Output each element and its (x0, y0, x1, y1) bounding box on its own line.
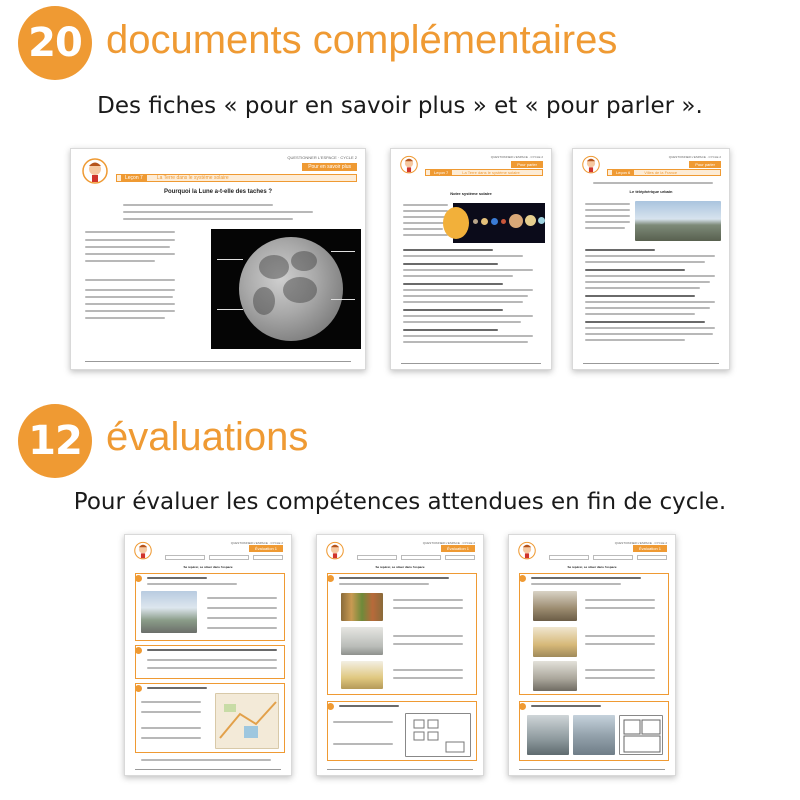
question-number (519, 575, 526, 582)
sheet-tag: Pour en savoir plus (302, 163, 357, 171)
sheet-footer (85, 361, 351, 362)
label-leader (217, 309, 243, 310)
text-line (333, 721, 393, 723)
text-line (585, 255, 715, 257)
text-line (147, 577, 207, 579)
name-field (165, 555, 205, 560)
planet (525, 215, 536, 226)
floor-plan (405, 713, 471, 757)
sheet-footer (327, 769, 473, 770)
text-line (403, 301, 523, 303)
label-leader (331, 251, 355, 252)
text-line (85, 303, 175, 305)
mascot-icon (133, 541, 153, 563)
date-field (209, 555, 249, 560)
cable-car-photo (635, 201, 721, 241)
text-line (585, 221, 630, 223)
text-line (85, 289, 175, 291)
lesson-title: La Terre dans le système solaire (156, 175, 229, 181)
evaluation-thumbnail-3[interactable] (508, 534, 676, 776)
lesson-bar (607, 169, 721, 176)
text-line (147, 583, 237, 585)
sheet-tag: Évaluation 1 (249, 545, 283, 552)
office-photo (533, 661, 577, 691)
text-line (585, 249, 655, 251)
text-line (403, 341, 528, 343)
text-line (403, 234, 448, 236)
planet (538, 217, 545, 224)
text-line (585, 327, 715, 329)
text-line (585, 677, 655, 679)
text-line (141, 701, 201, 703)
text-line (585, 307, 710, 309)
document-thumbnail-cable-car[interactable] (572, 148, 730, 370)
text-line (85, 231, 175, 233)
text-line (85, 253, 175, 255)
moon-mare (253, 287, 275, 315)
date-field (401, 555, 441, 560)
text-line (531, 577, 641, 579)
text-line (403, 329, 498, 331)
text-line (403, 295, 528, 297)
text-line (403, 269, 533, 271)
text-line (585, 669, 655, 671)
label-leader (217, 259, 243, 260)
sheet-title: Se repérer, se situer dans l'espace (183, 565, 233, 569)
lesson-label: Leçon 7 (121, 175, 147, 181)
text-line (393, 677, 463, 679)
text-line (403, 222, 448, 224)
text-line (393, 635, 463, 637)
text-line (147, 667, 277, 669)
text-line (403, 315, 533, 317)
question-number (327, 703, 334, 710)
classroom-photo (533, 627, 577, 657)
text-line (585, 281, 710, 283)
sheet-header: QUESTIONNER L'ESPACE · CYCLE 2 (614, 541, 667, 545)
planet (491, 218, 498, 225)
planet (481, 218, 488, 225)
sheet-tag: Pour parler (689, 161, 721, 168)
text-line (339, 705, 399, 707)
sheet-header: QUESTIONNER L'ESPACE · CYCLE 2 (668, 155, 721, 159)
text-line (585, 339, 685, 341)
map-image (215, 693, 279, 749)
sheet-title: Se repérer, se situer dans l'espace (567, 565, 617, 569)
mascot-icon (81, 157, 109, 189)
sheet-title: Pourquoi la Lune a-t-elle des taches ? (163, 189, 273, 195)
sheet-footer (401, 363, 541, 364)
library-photo (341, 593, 383, 621)
tram-photo (141, 591, 197, 633)
section-title: évaluations (106, 415, 309, 459)
text-line (393, 669, 463, 671)
text-line (123, 218, 293, 220)
text-line (85, 279, 175, 281)
text-line (207, 597, 277, 599)
text-line (403, 255, 523, 257)
text-line (585, 275, 715, 277)
text-line (403, 289, 533, 291)
text-line (585, 643, 655, 645)
text-line (147, 659, 277, 661)
text-line (585, 313, 695, 315)
question-number (135, 575, 142, 582)
text-line (207, 627, 277, 629)
text-line (85, 310, 175, 312)
text-line (403, 216, 448, 218)
moon-mare (259, 255, 289, 279)
score-field (637, 555, 667, 560)
text-line (403, 263, 498, 265)
lesson-title: La Terre dans le système solaire (462, 170, 520, 175)
lesson-label: Leçon 6 (612, 170, 634, 175)
text-line (585, 333, 713, 335)
text-line (593, 182, 713, 184)
text-line (531, 583, 621, 585)
text-line (393, 599, 463, 601)
text-line (403, 283, 503, 285)
evaluation-thumbnail-1[interactable] (124, 534, 292, 776)
sheet-tag: Évaluation 1 (441, 545, 475, 552)
planet (473, 219, 478, 224)
mascot-icon (325, 541, 345, 563)
section-number: 12 (28, 418, 82, 464)
text-line (585, 321, 705, 323)
text-line (585, 209, 630, 211)
text-line (403, 335, 533, 337)
text-line (585, 607, 655, 609)
text-line (85, 317, 165, 319)
moon-image (239, 237, 343, 341)
text-line (403, 228, 443, 230)
text-line (585, 287, 700, 289)
text-line (585, 215, 630, 217)
text-line (531, 705, 601, 707)
sheet-title: Se repérer, se situer dans l'espace (375, 565, 425, 569)
moon-photo (211, 229, 361, 349)
lesson-bar (425, 169, 543, 176)
text-line (339, 583, 429, 585)
text-line (147, 687, 207, 689)
mascot-icon (581, 155, 601, 177)
text-line (333, 743, 393, 745)
section-number-badge (18, 6, 92, 80)
text-line (85, 260, 155, 262)
planet (501, 219, 506, 224)
section-number: 20 (28, 20, 82, 66)
sun (443, 207, 469, 239)
section-number-badge (18, 404, 92, 478)
sheet-header: QUESTIONNER L'ESPACE · CYCLE 2 (230, 541, 283, 545)
text-line (339, 577, 449, 579)
text-line (585, 269, 685, 271)
text-line (403, 210, 448, 212)
text-line (85, 246, 170, 248)
question-number (519, 703, 526, 710)
planet (509, 214, 523, 228)
text-line (585, 203, 630, 205)
text-line (403, 321, 521, 323)
sheet-footer (519, 769, 665, 770)
text-line (403, 309, 503, 311)
text-line (141, 727, 201, 729)
lesson-bar (116, 174, 357, 182)
sheet-title: Notre système solaire (450, 191, 492, 196)
evaluation-thumbnail-2[interactable] (316, 534, 484, 776)
room-view-photo (527, 715, 569, 755)
text-line (393, 607, 463, 609)
text-line (403, 204, 448, 206)
text-line (123, 211, 313, 213)
text-line (585, 301, 715, 303)
sheet-title: Le téléphérique urbain (629, 189, 673, 194)
section-title: documents complémentaires (106, 18, 618, 62)
moon-mare (283, 277, 317, 303)
name-field (357, 555, 397, 560)
label-leader (331, 299, 355, 300)
score-field (445, 555, 475, 560)
text-line (585, 599, 655, 601)
moon-mare (291, 251, 317, 271)
sheet-header: QUESTIONNER L'ESPACE · CYCLE 2 (490, 155, 543, 159)
text-line (393, 643, 463, 645)
text-line (147, 649, 277, 651)
score-field (253, 555, 283, 560)
text-line (85, 239, 175, 241)
sheet-header: QUESTIONNER L'ESPACE · CYCLE 2 (422, 541, 475, 545)
mascot-icon (399, 155, 419, 177)
room-photo (341, 627, 383, 655)
text-line (585, 261, 705, 263)
question-number (135, 647, 142, 654)
building-photo (573, 715, 615, 755)
sheet-footer (583, 363, 719, 364)
text-line (123, 204, 273, 206)
mascot-icon (517, 541, 537, 563)
plan-drawing (619, 715, 663, 755)
text-line (85, 296, 173, 298)
text-line (585, 227, 625, 229)
document-thumbnail-moon[interactable] (70, 148, 366, 370)
text-line (207, 607, 277, 609)
kitchen-photo (341, 661, 383, 689)
text-line (585, 635, 655, 637)
date-field (593, 555, 633, 560)
section-subtitle: Des fiches « pour en savoir plus » et « pour parler ». (97, 93, 703, 119)
text-line (141, 737, 201, 739)
question-number (135, 685, 142, 692)
sheet-header: QUESTIONNER L'ESPACE · CYCLE 2 (287, 155, 357, 160)
sheet-tag: Pour parler (511, 161, 543, 168)
lesson-label: Leçon 7 (430, 170, 452, 175)
text-line (403, 275, 513, 277)
sheet-footer (135, 769, 281, 770)
name-field (549, 555, 589, 560)
lesson-title: Villes de la France (644, 170, 678, 175)
document-thumbnail-solar-system[interactable] (390, 148, 552, 370)
text-line (207, 617, 277, 619)
text-line (585, 295, 695, 297)
solar-system-image (453, 203, 545, 243)
text-line (403, 249, 493, 251)
section-subtitle: Pour évaluer les compétences attendues en fin de cycle. (73, 489, 727, 515)
text-line (141, 759, 271, 761)
question-number (327, 575, 334, 582)
hall-photo (533, 591, 577, 621)
text-line (141, 711, 201, 713)
sheet-tag: Évaluation 1 (633, 545, 667, 552)
